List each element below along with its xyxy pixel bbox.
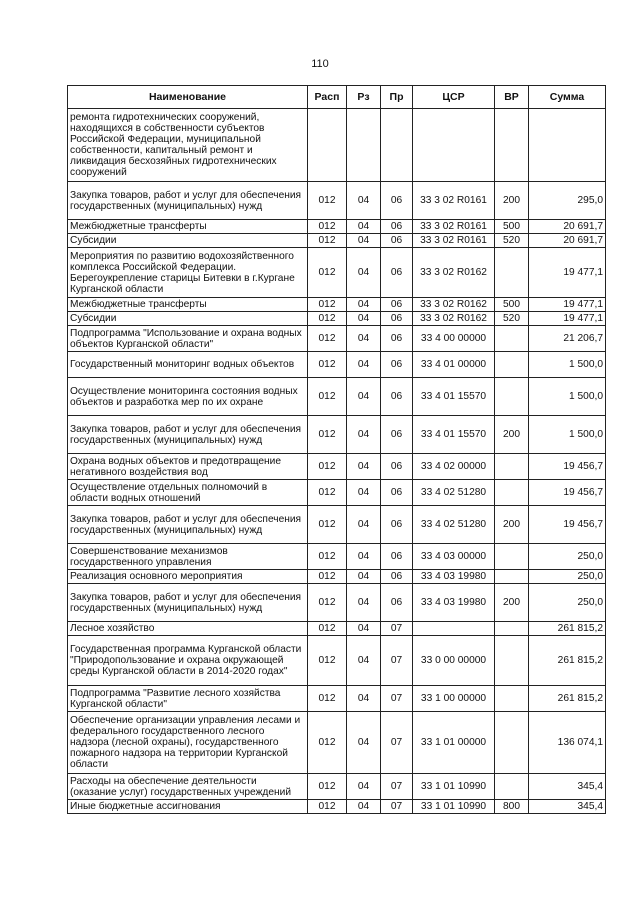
cell-csr [413, 109, 495, 182]
cell-vr [495, 686, 529, 712]
cell-rasp: 012 [308, 686, 347, 712]
cell-vr [495, 712, 529, 774]
cell-pr: 07 [381, 712, 413, 774]
header-name: Наименование [68, 86, 308, 109]
cell-name: Иные бюджетные ассигнования [68, 800, 308, 814]
table-row [68, 352, 606, 378]
cell-name: Государственная программа Курганской области "Природопользование и охрана окружающей среды Курганской области в 2014-2020 годах" [68, 636, 308, 686]
cell-name: Субсидии [68, 312, 308, 326]
cell-sum: 345,4 [529, 774, 606, 800]
cell-vr: 200 [495, 584, 529, 622]
cell-name: Межбюджетные трансферты [68, 220, 308, 234]
cell-rasp: 012 [308, 312, 347, 326]
header-vr: ВР [495, 86, 529, 109]
table-row [68, 182, 606, 220]
table-row [68, 220, 606, 234]
cell-csr: 33 1 01 00000 [413, 712, 495, 774]
cell-pr: 06 [381, 182, 413, 220]
cell-rz: 04 [347, 712, 381, 774]
cell-vr [495, 480, 529, 506]
cell-sum: 19 456,7 [529, 480, 606, 506]
cell-rz: 04 [347, 506, 381, 544]
table-row [68, 378, 606, 416]
cell-pr: 07 [381, 800, 413, 814]
table-row [68, 312, 606, 326]
cell-rasp [308, 109, 347, 182]
cell-sum: 1 500,0 [529, 378, 606, 416]
cell-pr: 06 [381, 570, 413, 584]
cell-pr: 06 [381, 544, 413, 570]
cell-pr: 07 [381, 636, 413, 686]
cell-name: Осуществление отдельных полномочий в области водных отношений [68, 480, 308, 506]
cell-name: Государственный мониторинг водных объектов [68, 352, 308, 378]
cell-csr: 33 4 02 00000 [413, 454, 495, 480]
cell-rasp: 012 [308, 352, 347, 378]
cell-csr: 33 3 02 R0161 [413, 182, 495, 220]
cell-sum: 20 691,7 [529, 234, 606, 248]
cell-pr: 07 [381, 774, 413, 800]
cell-name: Субсидии [68, 234, 308, 248]
cell-pr: 07 [381, 686, 413, 712]
cell-rz: 04 [347, 454, 381, 480]
cell-sum: 1 500,0 [529, 416, 606, 454]
cell-csr: 33 3 02 R0162 [413, 312, 495, 326]
cell-vr: 800 [495, 800, 529, 814]
cell-csr: 33 4 03 19980 [413, 584, 495, 622]
cell-rz: 04 [347, 352, 381, 378]
cell-sum: 261 815,2 [529, 622, 606, 636]
cell-sum: 250,0 [529, 570, 606, 584]
cell-rasp: 012 [308, 234, 347, 248]
cell-csr: 33 3 02 R0161 [413, 234, 495, 248]
cell-vr [495, 622, 529, 636]
cell-name: Закупка товаров, работ и услуг для обеспечения государственных (муниципальных) нужд [68, 182, 308, 220]
cell-csr: 33 4 01 00000 [413, 352, 495, 378]
page-number: 110 [311, 58, 329, 70]
table-row [68, 712, 606, 774]
cell-sum: 21 206,7 [529, 326, 606, 352]
cell-rasp: 012 [308, 774, 347, 800]
cell-pr: 06 [381, 234, 413, 248]
cell-csr: 33 1 01 10990 [413, 774, 495, 800]
cell-rasp: 012 [308, 378, 347, 416]
cell-pr: 06 [381, 378, 413, 416]
table-row [68, 454, 606, 480]
cell-sum: 1 500,0 [529, 352, 606, 378]
cell-rasp: 012 [308, 298, 347, 312]
cell-csr [413, 622, 495, 636]
cell-vr: 200 [495, 506, 529, 544]
cell-pr: 06 [381, 352, 413, 378]
cell-rasp: 012 [308, 416, 347, 454]
cell-rz: 04 [347, 298, 381, 312]
table-row [68, 109, 606, 182]
table-row [68, 774, 606, 800]
cell-sum: 19 477,1 [529, 312, 606, 326]
cell-rz: 04 [347, 480, 381, 506]
cell-csr: 33 4 01 15570 [413, 416, 495, 454]
cell-sum: 19 456,7 [529, 454, 606, 480]
cell-pr: 06 [381, 416, 413, 454]
cell-rasp: 012 [308, 182, 347, 220]
cell-rasp: 012 [308, 220, 347, 234]
cell-sum [529, 109, 606, 182]
header-rasp: Расп [308, 86, 347, 109]
cell-pr [381, 109, 413, 182]
header-csr: ЦСР [413, 86, 495, 109]
header-rz: Рз [347, 86, 381, 109]
table-row [68, 544, 606, 570]
table-row [68, 636, 606, 686]
cell-sum: 20 691,7 [529, 220, 606, 234]
cell-name: Реализация основного мероприятия [68, 570, 308, 584]
cell-pr: 06 [381, 480, 413, 506]
cell-pr: 06 [381, 312, 413, 326]
cell-rz: 04 [347, 416, 381, 454]
cell-csr: 33 4 01 15570 [413, 378, 495, 416]
cell-sum: 295,0 [529, 182, 606, 220]
cell-rz [347, 109, 381, 182]
cell-rz: 04 [347, 378, 381, 416]
cell-sum: 250,0 [529, 544, 606, 570]
cell-name: Обеспечение организации управления лесами и федерального государственного лесного надзора (лесной охраны), государственного пожарного надзора на территории Курганской области [68, 712, 308, 774]
cell-vr [495, 352, 529, 378]
table-row [68, 570, 606, 584]
cell-name: Закупка товаров, работ и услуг для обеспечения государственных (муниципальных) нужд [68, 506, 308, 544]
cell-sum: 136 074,1 [529, 712, 606, 774]
cell-sum: 261 815,2 [529, 636, 606, 686]
table-row [68, 480, 606, 506]
cell-csr: 33 4 02 51280 [413, 480, 495, 506]
table-row [68, 248, 606, 298]
header-sum: Сумма [529, 86, 606, 109]
cell-rasp: 012 [308, 326, 347, 352]
cell-vr: 520 [495, 234, 529, 248]
table-row [68, 326, 606, 352]
cell-rz: 04 [347, 774, 381, 800]
cell-csr: 33 4 00 00000 [413, 326, 495, 352]
cell-name: Закупка товаров, работ и услуг для обеспечения государственных (муниципальных) нужд [68, 416, 308, 454]
cell-rasp: 012 [308, 506, 347, 544]
cell-vr [495, 378, 529, 416]
cell-csr: 33 4 03 00000 [413, 544, 495, 570]
cell-sum: 345,4 [529, 800, 606, 814]
table-row [68, 622, 606, 636]
cell-pr: 06 [381, 220, 413, 234]
cell-name: Подпрограмма "Развитие лесного хозяйства Курганской области" [68, 686, 308, 712]
cell-vr: 200 [495, 416, 529, 454]
cell-vr: 500 [495, 298, 529, 312]
cell-csr: 33 3 02 R0162 [413, 248, 495, 298]
cell-vr [495, 454, 529, 480]
cell-csr: 33 1 00 00000 [413, 686, 495, 712]
cell-rasp: 012 [308, 622, 347, 636]
cell-name: Межбюджетные трансферты [68, 298, 308, 312]
cell-vr: 520 [495, 312, 529, 326]
cell-name: Охрана водных объектов и предотвращение негативного воздействия вод [68, 454, 308, 480]
cell-rasp: 012 [308, 480, 347, 506]
cell-pr: 06 [381, 326, 413, 352]
cell-csr: 33 1 01 10990 [413, 800, 495, 814]
cell-pr: 06 [381, 248, 413, 298]
cell-name: ремонта гидротехнических сооружений, находящихся в собственности субъектов Российской Федерации, муниципальной собственности, капитальный ремонт и ликвидация бесхозяйных гидротехнических сооружений [68, 109, 308, 182]
table-row [68, 506, 606, 544]
cell-rasp: 012 [308, 570, 347, 584]
cell-rz: 04 [347, 220, 381, 234]
table-row [68, 686, 606, 712]
cell-rz: 04 [347, 622, 381, 636]
cell-name: Осуществление мониторинга состояния водных объектов и разработка мер по их охране [68, 378, 308, 416]
cell-rz: 04 [347, 182, 381, 220]
cell-rz: 04 [347, 544, 381, 570]
cell-rz: 04 [347, 584, 381, 622]
cell-vr [495, 544, 529, 570]
cell-rz: 04 [347, 686, 381, 712]
table-header-row [68, 86, 606, 109]
cell-rz: 04 [347, 248, 381, 298]
cell-csr: 33 3 02 R0162 [413, 298, 495, 312]
cell-csr: 33 4 03 19980 [413, 570, 495, 584]
cell-rasp: 012 [308, 800, 347, 814]
cell-rasp: 012 [308, 544, 347, 570]
cell-sum: 19 477,1 [529, 248, 606, 298]
cell-sum: 19 456,7 [529, 506, 606, 544]
cell-csr: 33 3 02 R0161 [413, 220, 495, 234]
cell-vr [495, 570, 529, 584]
cell-pr: 06 [381, 298, 413, 312]
cell-vr [495, 248, 529, 298]
cell-pr: 06 [381, 454, 413, 480]
table-row [68, 800, 606, 814]
cell-rasp: 012 [308, 636, 347, 686]
cell-name: Совершенствование механизмов государственного управления [68, 544, 308, 570]
cell-vr [495, 109, 529, 182]
cell-csr: 33 0 00 00000 [413, 636, 495, 686]
budget-table [67, 85, 606, 814]
cell-rz: 04 [347, 326, 381, 352]
cell-rasp: 012 [308, 248, 347, 298]
table-row [68, 234, 606, 248]
cell-pr: 06 [381, 584, 413, 622]
cell-rasp: 012 [308, 712, 347, 774]
cell-vr [495, 774, 529, 800]
cell-vr: 200 [495, 182, 529, 220]
cell-sum: 250,0 [529, 584, 606, 622]
cell-rz: 04 [347, 312, 381, 326]
header-pr: Пр [381, 86, 413, 109]
cell-name: Закупка товаров, работ и услуг для обеспечения государственных (муниципальных) нужд [68, 584, 308, 622]
cell-sum: 19 477,1 [529, 298, 606, 312]
cell-pr: 07 [381, 622, 413, 636]
cell-sum: 261 815,2 [529, 686, 606, 712]
cell-rz: 04 [347, 636, 381, 686]
cell-rasp: 012 [308, 454, 347, 480]
cell-name: Лесное хозяйство [68, 622, 308, 636]
cell-rasp: 012 [308, 584, 347, 622]
cell-vr [495, 636, 529, 686]
cell-name: Мероприятия по развитию водохозяйственного комплекса Российской Федерации. Берегоукрепление старицы Битевки в г.Кургане Курганской области [68, 248, 308, 298]
table-row [68, 416, 606, 454]
cell-pr: 06 [381, 506, 413, 544]
cell-name: Подпрограмма "Использование и охрана водных объектов Курганской области" [68, 326, 308, 352]
cell-name: Расходы на обеспечение деятельности (оказание услуг) государственных учреждений [68, 774, 308, 800]
cell-rz: 04 [347, 570, 381, 584]
cell-vr: 500 [495, 220, 529, 234]
table-row [68, 298, 606, 312]
cell-vr [495, 326, 529, 352]
cell-rz: 04 [347, 800, 381, 814]
cell-rz: 04 [347, 234, 381, 248]
cell-csr: 33 4 02 51280 [413, 506, 495, 544]
table-row [68, 584, 606, 622]
